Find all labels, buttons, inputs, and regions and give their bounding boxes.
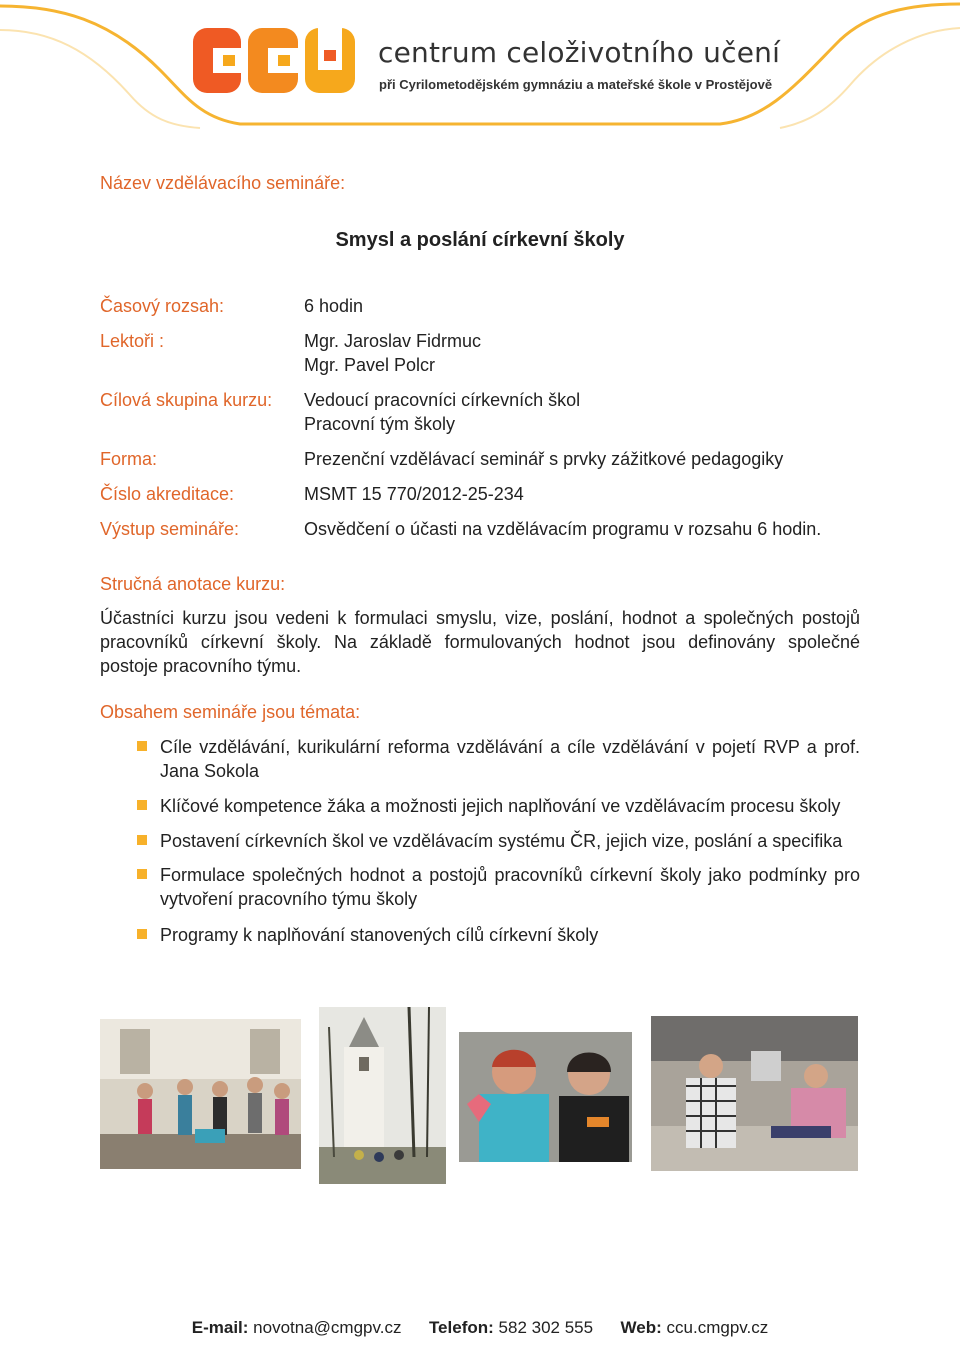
bullet-icon xyxy=(137,741,147,751)
ccu-logo xyxy=(193,28,355,93)
phone-number: 582 302 555 xyxy=(498,1318,594,1337)
detail-value-lecturers: Mgr. Jaroslav Fidrmuc Mgr. Pavel Polcr xyxy=(304,331,482,375)
topic-item: Klíčové kompetence žáka a možnosti jejich naplňování ve vzdělávacím procesu školy xyxy=(160,796,841,816)
detail-value-target-group: Vedoucí pracovníci církevních škol Pracovní tým školy xyxy=(304,390,581,434)
photo-group-activity xyxy=(100,1019,301,1169)
bullet-icon xyxy=(137,835,147,845)
photo-two-women xyxy=(459,1032,632,1162)
header-subtitle: při Cyrilometodějském gymnáziu a mateřské škole v Prostějově xyxy=(379,77,773,92)
detail-value-form: Prezenční vzdělávací seminář s prvky zážitkové pedagogiky xyxy=(304,449,784,469)
topics-heading: Obsahem semináře jsou témata: xyxy=(100,702,361,722)
photo-church xyxy=(319,1007,446,1184)
detail-label-form: Forma: xyxy=(100,449,158,469)
detail-value-output: Osvědčení o účasti na vzdělávacím programu v rozsahu 6 hodin. xyxy=(304,519,822,539)
photo-workshop xyxy=(651,1016,858,1171)
seminar-title: Smysl a poslání církevní školy xyxy=(335,229,625,251)
footer-contacts xyxy=(0,1318,960,1338)
detail-label-output: Výstup semináře: xyxy=(100,519,240,539)
email-link[interactable]: novotna@cmgpv.cz xyxy=(253,1318,402,1337)
annotation-heading: Stručná anotace kurzu: xyxy=(100,574,286,594)
detail-value-duration: 6 hodin xyxy=(304,296,364,316)
email-label: E-mail: xyxy=(191,1318,249,1337)
annotation-text: Účastníci kurzu jsou vedeni k formulaci smyslu, vize, poslání, hodnot a společných postojů pracovníků církevní školy. Na základě formulovaných hodnot jsou definovány společné postoje pracovního týmu. xyxy=(100,608,860,676)
detail-label-accreditation: Číslo akreditace: xyxy=(100,484,235,504)
detail-value-accreditation: MSMT 15 770/2012-25-234 xyxy=(304,484,524,504)
header-title: centrum celoživotního učení xyxy=(378,36,781,69)
seminar-label: Název vzdělávacího semináře: xyxy=(100,173,346,193)
web-label: Web: xyxy=(620,1318,662,1337)
bullet-icon xyxy=(137,929,147,939)
detail-label-lecturers: Lektoři : xyxy=(100,331,165,351)
detail-label-duration: Časový rozsah: xyxy=(100,296,225,316)
topic-item: Programy k naplňování stanovených cílů církevní školy xyxy=(160,925,599,945)
topic-item: Postavení církevních škol ve vzdělávacím systému ČR, jejich vize, poslání a specifika xyxy=(160,831,843,851)
topic-item: Formulace společných hodnot a postojů pracovníků církevní školy jako podmínky pro vytvoření pracovního týmu školy xyxy=(160,865,860,909)
detail-label-target-group: Cílová skupina kurzu: xyxy=(100,390,273,410)
web-link[interactable]: ccu.cmgpv.cz xyxy=(666,1318,769,1337)
phone-label: Telefon: xyxy=(428,1318,494,1337)
bullet-icon xyxy=(137,800,147,810)
bullet-icon xyxy=(137,869,147,879)
topic-item: Cíle vzdělávání, kurikulární reforma vzdělávání a cíle vzdělávání v pojetí RVP a prof. Jana Sokola xyxy=(160,737,860,781)
